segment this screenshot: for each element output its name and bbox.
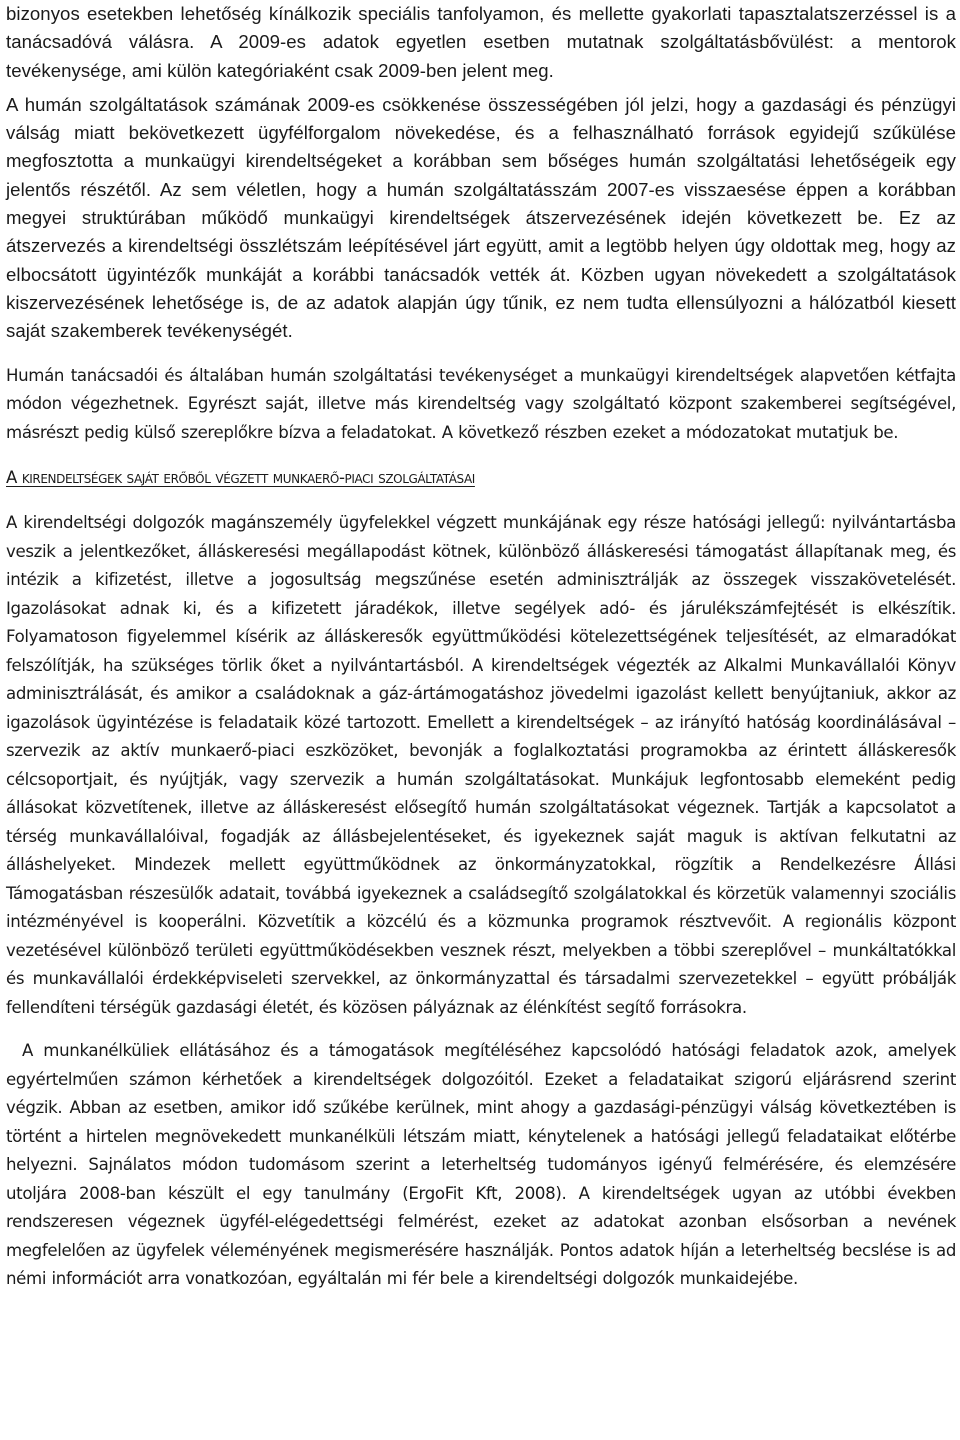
paragraph-top: bizonyos esetekben lehetőség kínálkozik speciális tanfolyamon, és mellette gyakorlati tapasztalatszerzéssel is a tanácsadóvá válásra. A 2009-es adatok egyetlen esetben mutatnak szolgáltatásbővülést: a mentorok tevékenysége, ami külön kategóriaként csak 2009-ben jelent meg.	[6, 3, 956, 81]
section-heading: A kirendeltségek saját erőből végzett munkaerő-piaci szolgáltatásai	[6, 468, 475, 488]
paragraph-advisory-modes: Humán tanácsadói és általában humán szolgáltatási tevékenységet a munkaügyi kirendeltségek alapvetően kétfajta módon végezhetnek. Egyrészt saját, illetve más kirendeltség vagy szolgáltató központ szakemberei segítségével, másrészt pedig külső szereplőkre bízva a feladatokat. A következő részben ezeket a módozatokat mutatjuk be.	[6, 365, 956, 442]
paragraph-service-decline: A humán szolgáltatások számának 2009-es csökkenése összességében jól jelzi, hogy a gazdasági és pénzügyi válság miatt bekövetkezett ügyfélforgalom növekedése, és a felhasználható források egyidejű szűkülése megfosztotta a munkaügyi kirendeltségeket a korábban sem bőséges humán szolgáltatási lehetőségeik egy jelentős részétől. Az sem véletlen, hogy a humán szolgáltatásszám 2007-es visszaesése éppen a korábban megyei struktúrában működő munkaügyi kirendeltségek átszervezésének idején következett be. Ez az átszervezés a kirendeltségi összlétszám leépítésével járt együtt, amit a legtöbb helyen úgy oldottak meg, hogy az elbocsátott ügyintézők munkáját a korábbi tanácsadók vették át. Közben ugyan növekedett a szolgáltatások kiszervezésének lehetősége is, de az adatok alapján úgy tűnik, ez nem tudta ellensúlyozni a hálózatból kiesett saját szakemberek tevékenységét.	[6, 93, 956, 342]
paragraph-office-tasks: A kirendeltségi dolgozók magánszemély ügyfelekkel végzett munkájának egy része hatósági jellegű: nyilvántartásba veszik a jelentkezőket, álláskeresési megállapodást kötnek, különböző álláskeresési támogatást állapítanak meg, és intézik a kifizetést, illetve a jogosultság megszűnése esetén adminisztrálják az összegek visszakövetelését. Igazolásokat adnak ki, és a kifizetett járadékok, illetve segélyek adó- és járulékszámfejtését is elkészítik. Folyamatoson figyelemmel kísérik az álláskeresők együttműködési kötelezettségének teljesítését, az elmaradókat felszólítják, ha szükséges törlik őket a nyilvántartásból. A kirendeltségek végezték az Alkalmi Munkavállalói Könyv adminisztrálását, és amikor a családoknak a gáz-ártámogatáshoz jövedelmi igazolást kellett benyújtaniuk, akkor az igazolások ügyintézése is feladataik közé tartozott. Emellett a kirendeltségek – az irányító hatóság koordinálásával – szervezik az aktív munkaerő-piaci eszközöket, bevonják a foglalkoztatási programokba az érintett álláskeresők célcsoportjait, és nyújtják, vagy szervezik a humán szolgáltatásokat. Munkájuk legfontosabb elemeként pedig állásokat közvetítenek, illetve az álláskeresést elősegítő humán szolgáltatásokat végeznek. Tartják a kapcsolatot a térség munkavállalóival, fogadják az állásbejelentéseket, és igyekeznek saját maguk is aktívan felkutatni az álláshelyeket. Mindezek mellett együttműködnek az önkormányzatokkal, rögzítik a Rendelkezésre Állási Támogatásban részesülők adatait, továbbá igyekeznek a családsegítő szolgálatokkal és körzetük valamennyi szociális intézményével is kooperálni. Közvetítik a közcélú és a közmunka programok résztvevőit. A regionális központ vezetésével különböző területi együttműködésekben vesznek részt, melyekben a többi szereplővel – munkáltatókkal és munkavállalói érdekképviseleti szervekkel, az önkormányzattal és társadalmi szervezetekkel – együtt próbálják fellendíteni térségük gazdasági életét, és közösen pályáznak az élénkítést segítő forrásokra.	[6, 513, 956, 1017]
document-page	[6, 0, 956, 1294]
paragraph-authority-duties: A munkanélküliek ellátásához és a támogatások megítéléséhez kapcsolódó hatósági feladatok azok, amelyek egyértelműen számon kérhetőek a kirendeltségek dolgozóitól. Ezeket a feladataikat szigorú eljárásrend szerint végzik. Abban az esetben, amikor idő szűkébe kerülnek, mint ahogy a gazdasági-pénzügyi válság következtében is történt a hirtelen megnövekedett munkanélküli létszám miatt, kénytelenek a hatósági jellegű feladataikat előtérbe helyezni. Sajnálatos módon tudomásom szerint a leterheltség tudományos igényű felmérésére, és elemzésére utoljára 2008-ban készült el egy tanulmány (ErgoFit Kft, 2008). A kirendeltségek ugyan az utóbbi években rendszeresen végeznek ügyfél-elégedettségi felmérést, ezeket az adatokat azonban elsősorban a nevének megfelelően az ügyfelek véleményének megismerésére használják. Pontos adatok híján a leterheltség becslése is ad némi információt arra vonatkozóan, egyáltalán mi fér bele a kirendeltségi dolgozók munkaidejébe.	[6, 1041, 956, 1289]
